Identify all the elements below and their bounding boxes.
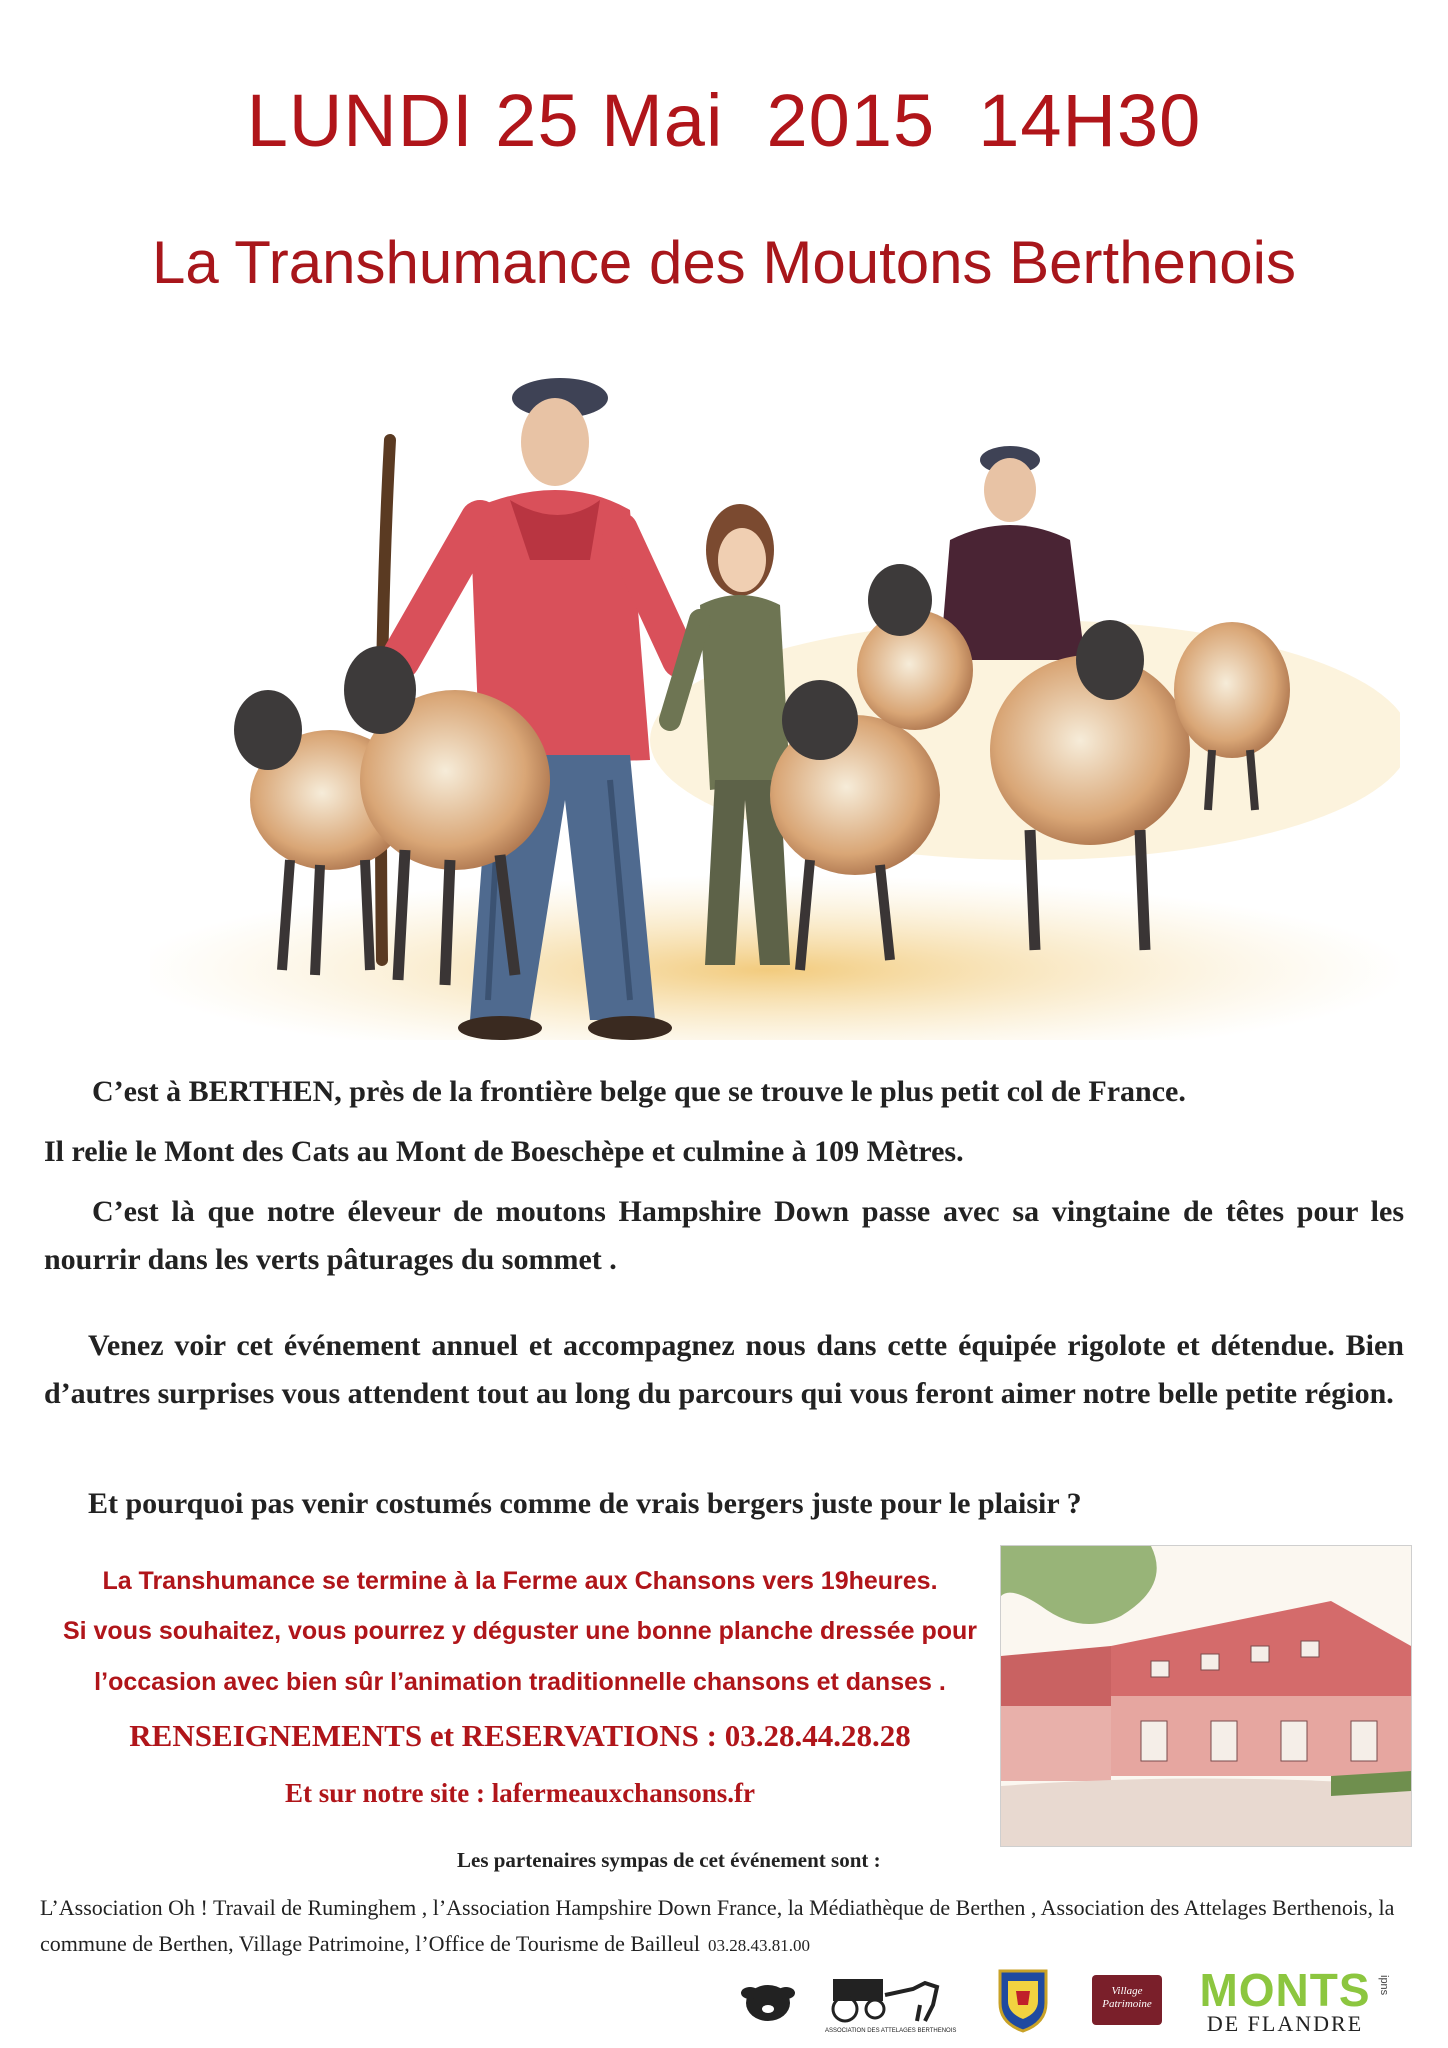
invite-paragraph: Venez voir cet événement annuel et accompagnez nous dans cette équipée rigolote et détendue. Bien d’autres surprises vous attendent tout au long du parcours qui vous feront aimer notre belle petite région. — [44, 1329, 1404, 1410]
boy-figure — [940, 446, 1085, 660]
contact-line: RENSEIGNEMENTS et RESERVATIONS : 03.28.44.28.28 — [129, 1718, 911, 1753]
intro-line-2: Il relie le Mont des Cats au Mont de Boeschèpe et culmine à 109 Mètres. — [44, 1135, 964, 1168]
ferme-line-3: l’occasion avec bien sûr l’animation traditionnelle chansons et danses . — [94, 1668, 946, 1696]
attelages-logo — [825, 1965, 955, 2037]
farm-illustration — [1000, 1545, 1412, 1847]
monts-de-flandre-logo — [1195, 1964, 1375, 2039]
partners-list — [40, 1890, 1410, 1964]
sheep-head-logo — [740, 1973, 796, 2029]
partner-logos — [730, 1965, 1410, 2040]
monts-logo-word: MONTS — [1199, 1964, 1371, 2016]
village-patrimoine-logo — [1092, 1975, 1162, 2025]
invite-question: Et pourquoi pas venir costumés comme de vrais bergers juste pour le plaisir ? — [88, 1487, 1082, 1520]
flandre-logo-word: DE FLANDRE — [1206, 2011, 1364, 2036]
carriage-icon — [825, 1965, 955, 2023]
side-mark: ipns — [1378, 1975, 1390, 1996]
berthen-crest-logo — [998, 1969, 1048, 2033]
partners-title: Les partenaires sympas de cet événement sont : — [457, 1848, 881, 1872]
village-patrimoine-text: Village Patrimoine — [1102, 1985, 1152, 2010]
event-date-headline: LUNDI 25 Mai 2015 14H30 — [246, 79, 1202, 162]
partners-text: L’Association Oh ! Travail de Ruminghem , l’Association Hampshire Down France, la Médiathèque de Berthen , Association des Attelages Berthenois, la commune de Berthen, Village Patrimoine, l’Office de Tourisme de Bailleul — [40, 1895, 1395, 1956]
event-title: La Transhumance des Moutons Berthenois — [151, 229, 1296, 296]
shepherd-sheep-illustration — [150, 360, 1400, 1040]
ferme-line-1: La Transhumance se termine à la Ferme aux Chansons vers 19heures. — [102, 1567, 938, 1595]
intro-line-1: C’est à BERTHEN, près de la frontière belge que se trouve le plus petit col de France. — [92, 1075, 1186, 1108]
website-line: Et sur notre site : lafermeauxchansons.fr — [285, 1778, 755, 1808]
ferme-line-2: Si vous souhaitez, vous pourrez y déguster une bonne planche dressée pour — [62, 1617, 978, 1645]
tourism-phone: 03.28.43.81.00 — [708, 1936, 811, 1955]
intro-line-3: C’est là que notre éleveur de moutons Hampshire Down passe avec sa vingtaine de têtes pour les nourrir dans les verts pâturages du sommet . — [44, 1195, 1404, 1276]
attelages-logo-text: ASSOCIATION DES ATTELAGES BERTHENOIS — [825, 2028, 957, 2034]
